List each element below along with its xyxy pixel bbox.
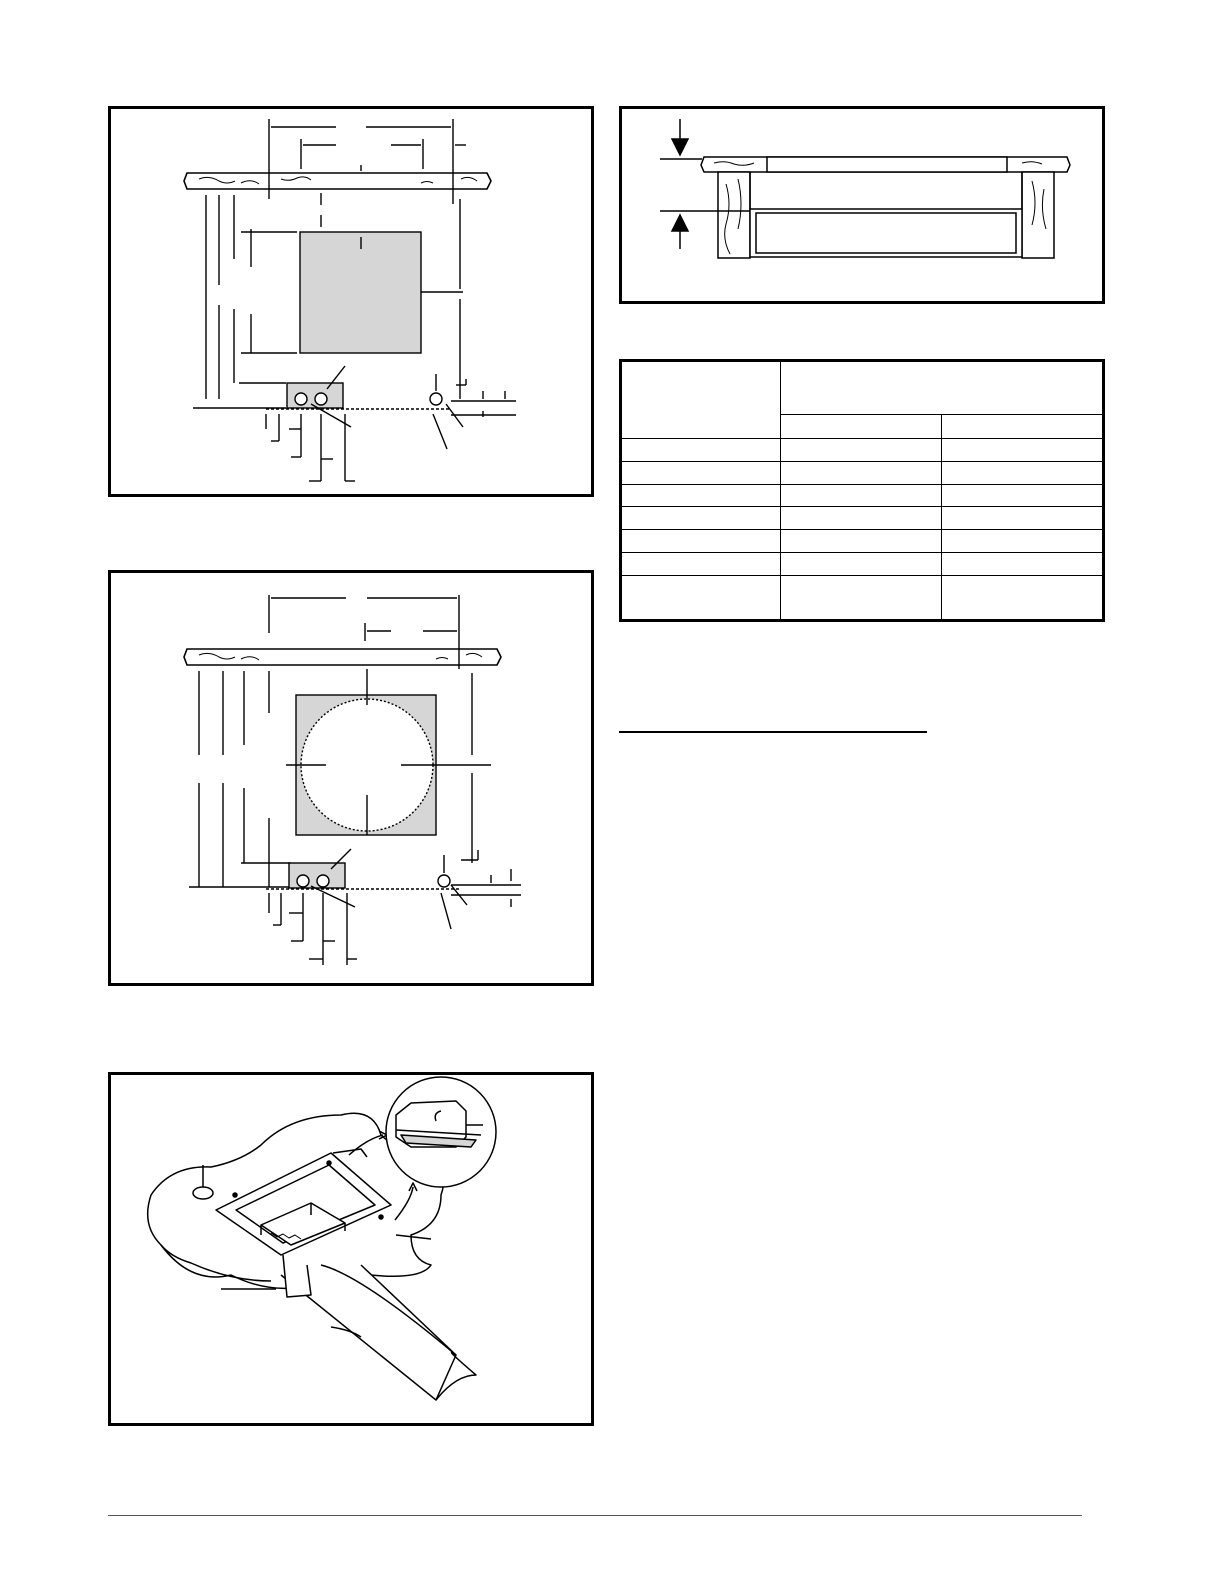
table-row xyxy=(621,552,1104,575)
section-heading-underline xyxy=(619,731,927,733)
table-header-cell xyxy=(781,361,1104,415)
figure-floor-opening-round xyxy=(108,570,594,986)
table-row xyxy=(621,507,1104,530)
figure-duct-sleeve xyxy=(108,1072,594,1426)
table-row xyxy=(621,484,1104,507)
duct-sleeve-drawing xyxy=(111,1075,591,1423)
joist-section-drawing xyxy=(622,109,1102,301)
table-row xyxy=(621,530,1104,553)
table-subheader-cell xyxy=(942,415,1104,439)
figure-floor-opening-square xyxy=(108,106,594,497)
table-row xyxy=(621,575,1104,621)
spec-table xyxy=(619,359,1105,622)
table-row xyxy=(621,461,1104,484)
table-subheader-cell xyxy=(781,415,942,439)
figure-joist-section xyxy=(619,106,1105,304)
floor-opening-square-drawing xyxy=(111,109,591,494)
footer-rule xyxy=(108,1515,1082,1516)
table-header-cell xyxy=(621,361,781,439)
floor-opening-round-drawing xyxy=(111,573,591,983)
table-row xyxy=(621,439,1104,462)
